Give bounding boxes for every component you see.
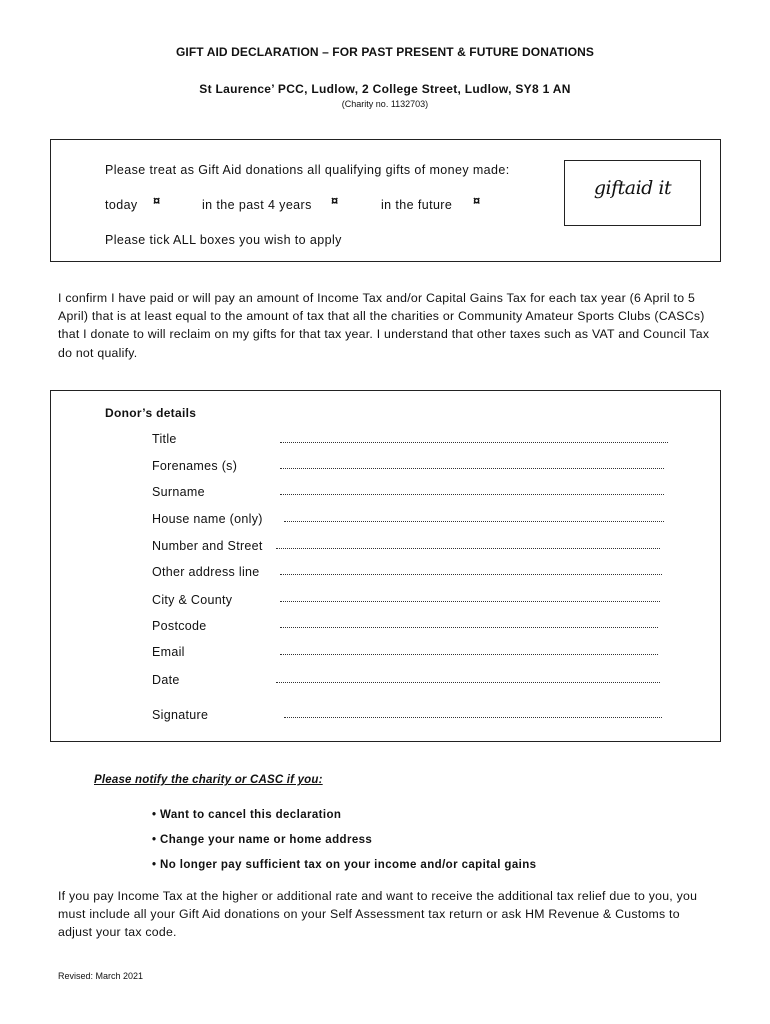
postcode-field[interactable]: [280, 627, 658, 628]
city-county-field[interactable]: [280, 601, 660, 602]
today-checkbox[interactable]: ¤: [153, 193, 161, 208]
option-today-label: today: [105, 198, 138, 212]
title-label: Title: [152, 432, 177, 446]
giftaid-logo: [564, 160, 701, 226]
house-name-label: House name (only): [152, 512, 263, 526]
number-street-field[interactable]: [276, 548, 660, 549]
charity-address: St Laurence’ PCC, Ludlow, 2 College Street, Ludlow, SY8 1 AN: [199, 82, 571, 96]
notify-bullet-change: • Change your name or home address: [152, 834, 373, 846]
other-address-label: Other address line: [152, 565, 260, 579]
forenames-label: Forenames (s): [152, 459, 238, 473]
surname-field[interactable]: [280, 494, 664, 495]
signature-label: Signature: [152, 708, 209, 722]
postcode-label: Postcode: [152, 619, 207, 633]
higher-rate-text: If you pay Income Tax at the higher or additional rate and want to receive the additional tax relief due to you, you must include all your Gift Aid donations on your Self Assessment tax return or ask HM Revenue & Customs to adjust your tax code.: [58, 889, 698, 940]
city-county-label: City & County: [152, 593, 233, 607]
notify-bullet-tax: • No longer pay sufficient tax on your income and/or capital gains: [152, 859, 537, 871]
giftaid-logo-text: giftaid it: [593, 177, 672, 199]
revised-date: Revised: March 2021: [58, 971, 144, 981]
email-label: Email: [152, 645, 185, 659]
date-label: Date: [152, 673, 180, 687]
option-future-label: in the future: [381, 198, 453, 212]
date-field[interactable]: [276, 682, 660, 683]
number-street-label: Number and Street: [152, 539, 263, 553]
tick-instruction: Please tick ALL boxes you wish to apply: [105, 233, 342, 247]
confirmation-text: I confirm I have paid or will pay an amount of Income Tax and/or Capital Gains Tax for each tax year (6 April to 5 April) that is at least equal to the amount of tax that all the charities or Community Amateur Sports Clubs (CASCs) that I donate to will reclaim on my gifts for that tax year. I understand that other taxes such as VAT and Council Tax do not qualify.: [58, 291, 710, 360]
declaration-intro: Please treat as Gift Aid donations all qualifying gifts of money made:: [105, 163, 510, 177]
charity-number: (Charity no. 1132703): [341, 99, 429, 109]
email-field[interactable]: [280, 654, 658, 655]
donor-details-heading: Donor’s details: [105, 406, 197, 420]
option-past-label: in the past 4 years: [202, 198, 312, 212]
notify-bullet-cancel: • Want to cancel this declaration: [152, 809, 342, 821]
surname-label: Surname: [152, 485, 205, 499]
forenames-field[interactable]: [280, 468, 664, 469]
other-address-field[interactable]: [280, 574, 662, 575]
title-field[interactable]: [280, 442, 668, 443]
house-name-field[interactable]: [284, 521, 664, 522]
notify-heading: Please notify the charity or CASC if you:: [94, 774, 323, 786]
form-title: GIFT AID DECLARATION – FOR PAST PRESENT & FUTURE DONATIONS: [175, 45, 595, 59]
signature-field[interactable]: [284, 717, 662, 718]
future-checkbox[interactable]: ¤: [473, 193, 481, 208]
past-4-years-checkbox[interactable]: ¤: [331, 193, 339, 208]
